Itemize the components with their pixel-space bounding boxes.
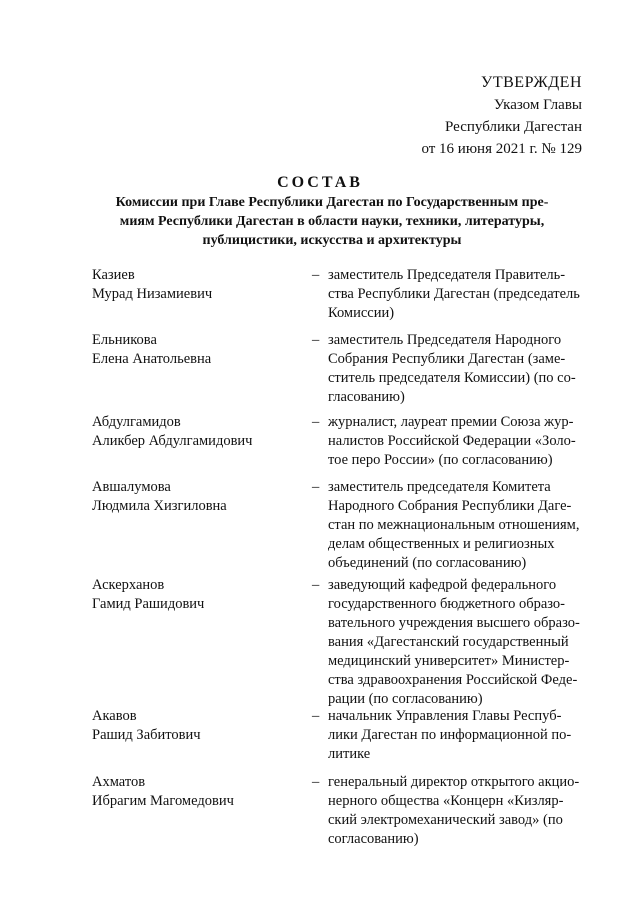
document-title: СОСТАВ xyxy=(277,174,363,191)
role-line: согласованию) xyxy=(328,831,419,847)
member-given-name: Мурад Низамиевич xyxy=(92,286,213,302)
role-line: Народного Собрания Республики Даге- xyxy=(328,498,572,514)
approval-status: УТВЕРЖДЕН xyxy=(481,74,582,91)
subtitle-line: миям Республики Дагестан в области науки, техники, литературы, xyxy=(119,214,545,229)
member-dash: – xyxy=(312,577,320,593)
approval-block xyxy=(421,72,582,160)
member-role xyxy=(328,707,592,764)
role-line: объединений (по согласованию) xyxy=(328,555,527,571)
member-given-name: Людмила Хизгиловна xyxy=(92,498,227,514)
member-role xyxy=(328,413,592,470)
member-role xyxy=(328,331,592,407)
role-line: налистов Российской Федерации «Золо- xyxy=(328,433,576,449)
member-role xyxy=(328,773,592,849)
role-line: ский электромеханический завод» (по xyxy=(328,812,563,828)
member-dash: – xyxy=(312,479,320,495)
approval-decree: Указом Главы xyxy=(493,97,582,113)
member-surname: Казиев xyxy=(92,267,135,283)
role-line: заместитель Председателя Народного xyxy=(328,332,562,348)
role-line: ститель председателя Комиссии) (по со- xyxy=(328,370,576,386)
document-subtitle xyxy=(92,193,572,250)
member-role xyxy=(328,266,592,323)
role-line: Собрания Республики Дагестан (заме- xyxy=(328,351,566,367)
member-role xyxy=(328,478,592,573)
role-line: литике xyxy=(328,746,371,762)
member-dash: – xyxy=(312,332,320,348)
member-surname: Ельникова xyxy=(92,332,157,348)
role-line: гласованию) xyxy=(328,389,405,405)
role-line: стан по межнациональным отношениям, xyxy=(328,517,580,533)
member-given-name: Гамид Рашидович xyxy=(92,596,205,612)
role-line: ства здравоохранения Российской Феде- xyxy=(328,672,578,688)
approval-date: от 16 июня 2021 г. № 129 xyxy=(421,141,582,157)
member-name xyxy=(92,478,292,516)
member-dash: – xyxy=(312,774,320,790)
member-surname: Абдулгамидов xyxy=(92,414,181,430)
member-dash: – xyxy=(312,708,320,724)
role-line: генеральный директор открытого акцио- xyxy=(328,774,580,790)
member-dash: – xyxy=(312,414,320,430)
member-name xyxy=(92,707,292,745)
member-dash: – xyxy=(312,267,320,283)
role-line: рации (по согласованию) xyxy=(328,691,483,707)
role-line: вательного учреждения высшего образо- xyxy=(328,615,580,631)
role-line: журналист, лауреат премии Союза жур- xyxy=(328,414,574,430)
member-surname: Ахматов xyxy=(92,774,146,790)
member-surname: Авшалумова xyxy=(92,479,171,495)
subtitle-line: Комиссии при Главе Республики Дагестан по Государственным пре- xyxy=(115,195,549,210)
role-line: лики Дагестан по информационной по- xyxy=(328,727,572,743)
member-given-name: Ибрагим Магомедович xyxy=(92,793,234,809)
member-surname: Аскерханов xyxy=(92,577,165,593)
role-line: начальник Управления Главы Респуб- xyxy=(328,708,562,724)
role-line: тое перо России» (по согласованию) xyxy=(328,452,553,468)
role-line: Комиссии) xyxy=(328,305,395,321)
member-name xyxy=(92,773,292,811)
role-line: вания «Дагестанский государственный xyxy=(328,634,569,650)
member-given-name: Рашид Забитович xyxy=(92,727,201,743)
role-line: заведующий кафедрой федерального xyxy=(328,577,557,593)
member-given-name: Аликбер Абдулгамидович xyxy=(92,433,253,449)
subtitle-line: публицистики, искусства и архитектуры xyxy=(202,233,462,248)
member-name xyxy=(92,576,292,614)
member-name xyxy=(92,413,292,451)
member-role xyxy=(328,576,592,709)
role-line: медицинский университет» Министер- xyxy=(328,653,570,669)
role-line: делам общественных и религиозных xyxy=(328,536,555,552)
role-line: государственного бюджетного образо- xyxy=(328,596,565,612)
role-line: заместитель Председателя Правитель- xyxy=(328,267,566,283)
member-surname: Акавов xyxy=(92,708,137,724)
role-line: ства Республики Дагестан (председатель xyxy=(328,286,580,302)
role-line: заместитель председателя Комитета xyxy=(328,479,551,495)
member-name xyxy=(92,331,292,369)
approval-republic: Республики Дагестан xyxy=(445,119,582,135)
member-given-name: Елена Анатольевна xyxy=(92,351,212,367)
member-name xyxy=(92,266,292,304)
role-line: нерного общества «Концерн «Кизляр- xyxy=(328,793,564,809)
